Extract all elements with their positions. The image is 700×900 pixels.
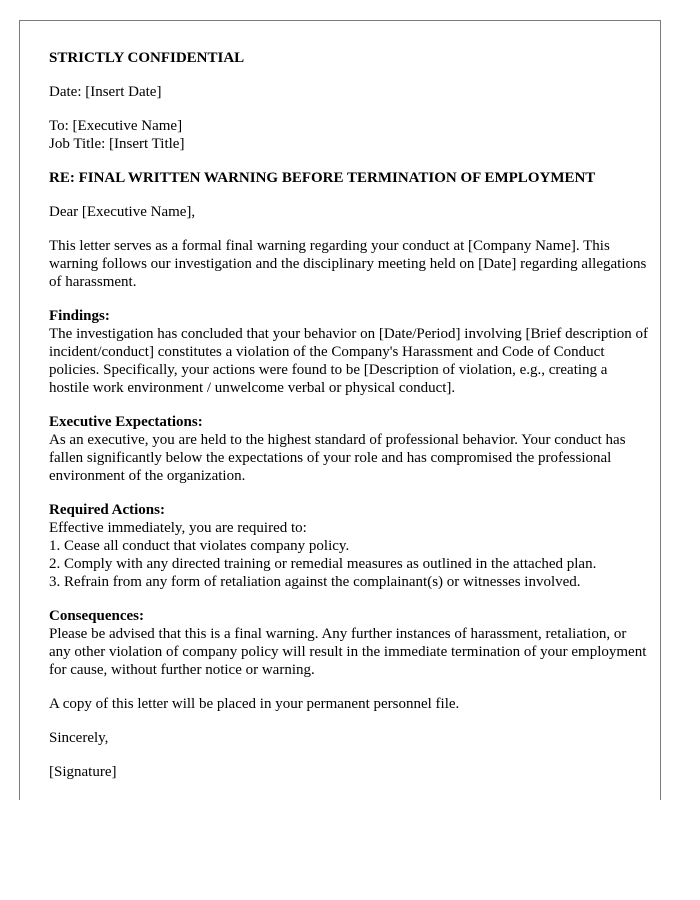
required-actions-heading: Required Actions: bbox=[49, 502, 165, 518]
salutation: Dear [Executive Name], bbox=[49, 204, 196, 220]
findings-heading: Findings: bbox=[49, 308, 110, 324]
expectations-text: As an executive, you are held to the highest standard of professional behavior. Your conduct has fallen significantly below the expectations of your role and has compromised the professional environment of the organization. bbox=[49, 432, 626, 484]
recipient-block bbox=[49, 117, 649, 153]
required-actions-section bbox=[49, 501, 649, 591]
subject-line: RE: FINAL WRITTEN WARNING BEFORE TERMINATION OF EMPLOYMENT bbox=[49, 170, 596, 186]
required-action-item: 1. Cease all conduct that violates company policy. bbox=[49, 538, 350, 554]
consequences-section bbox=[49, 607, 649, 679]
consequences-text: Please be advised that this is a final warning. Any further instances of harassment, retaliation, or any other violation of company policy will result in the immediate termination of your employment for cause, without further notice or warning. bbox=[49, 626, 647, 678]
confidential-label: STRICTLY CONFIDENTIAL bbox=[49, 50, 245, 66]
expectations-section bbox=[49, 413, 649, 485]
required-actions-intro: Effective immediately, you are required to: bbox=[49, 520, 307, 536]
letter-page bbox=[19, 20, 661, 800]
closing: Sincerely, bbox=[49, 730, 109, 746]
required-action-item: 2. Comply with any directed training or remedial measures as outlined in the attached plan. bbox=[49, 556, 597, 572]
file-note: A copy of this letter will be placed in your permanent personnel file. bbox=[49, 696, 460, 712]
expectations-heading: Executive Expectations: bbox=[49, 414, 203, 430]
job-title-line: Job Title: [Insert Title] bbox=[49, 136, 185, 152]
required-action-item: 3. Refrain from any form of retaliation against the complainant(s) or witnesses involved. bbox=[49, 574, 581, 590]
intro-paragraph: This letter serves as a formal final warning regarding your conduct at [Company Name]. This warning follows our investigation and the disciplinary meeting held on [Date] regarding allegations of harassment. bbox=[49, 238, 647, 290]
to-line: To: [Executive Name] bbox=[49, 118, 183, 134]
date-line: Date: [Insert Date] bbox=[49, 84, 162, 100]
consequences-heading: Consequences: bbox=[49, 608, 145, 624]
findings-text: The investigation has concluded that your behavior on [Date/Period] involving [Brief description of incident/conduct] constitutes a violation of the Company's Harassment and Code of Conduct policies. Specifically, your actions were found to be [Description of violation, e.g., creating a hostile work environment / unwelcome verbal or physical conduct]. bbox=[49, 326, 649, 396]
findings-section bbox=[49, 307, 649, 397]
letter-body bbox=[49, 49, 649, 797]
signature-placeholder: [Signature] bbox=[49, 764, 117, 780]
